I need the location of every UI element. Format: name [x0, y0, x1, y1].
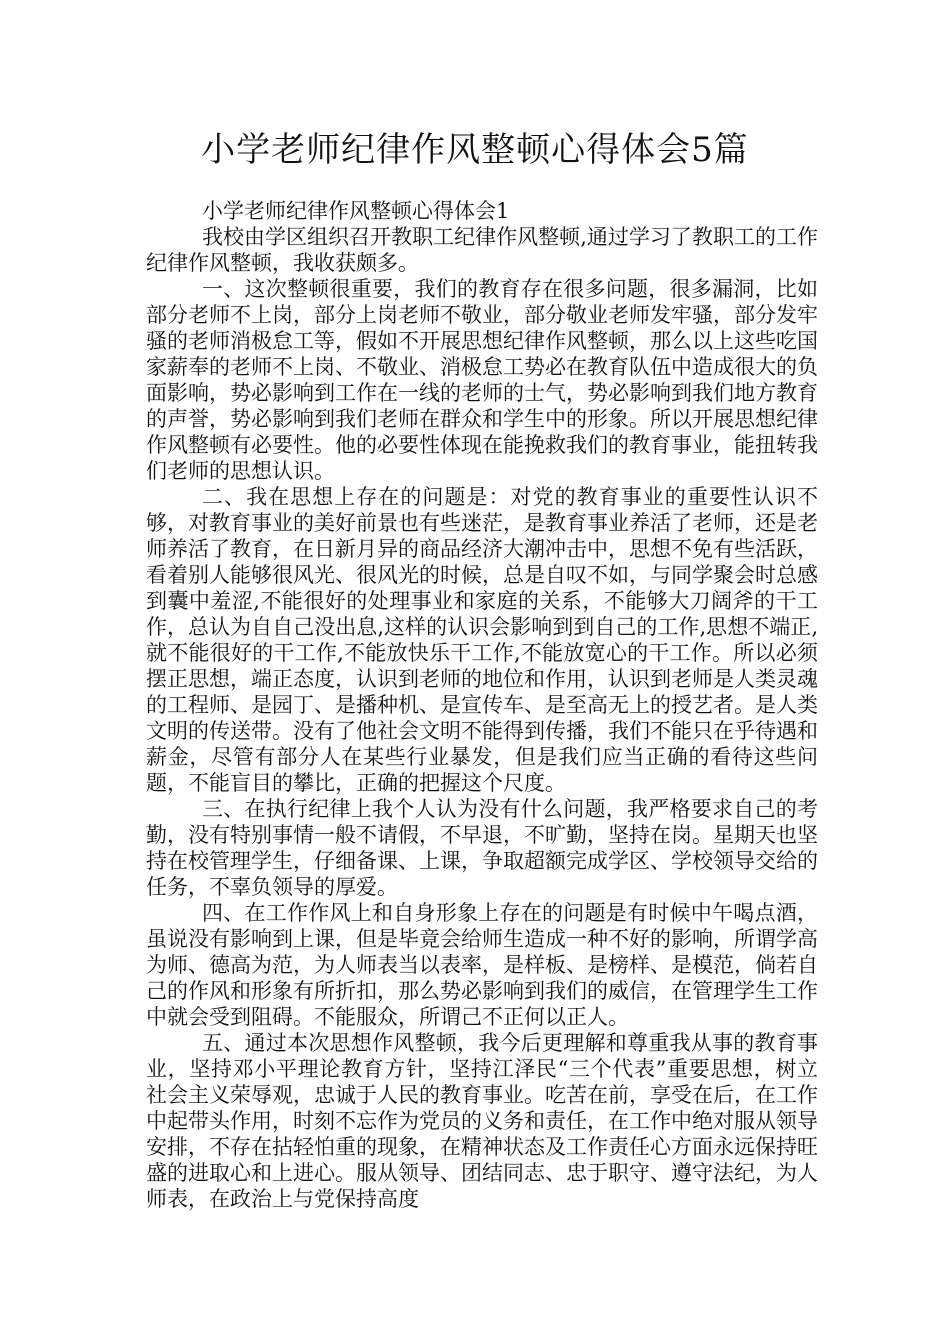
document-title: 小学老师纪律作风整顿心得体会5篇 [201, 130, 749, 170]
paragraph-point-5: 五、通过本次思想作风整顿，我今后更理解和尊重我从事的教育事业，坚持邓小平理论教育方针，坚持江泽民“三个代表”重要思想，树立社会主义荣辱观，忠诚于人民的教育事业。吃苦在前，享受在后，在工作中起带头作用，时刻不忘作为党员的义务和责任，在工作中绝对服从领导安排，不存在拈轻怕重的现象，在精神状态及工作责任心方面永远保持旺盛的进取心和上进心。服从领导、团结同志、忠于职守、遵守法纪，为人师表，在政治上与党保持高度 [146, 1031, 818, 1211]
section-heading: 小学老师纪律作风整顿心得体会1 [202, 199, 510, 223]
paragraph-intro: 我校由学区组织召开教职工纪律作风整顿,通过学习了教职工的工作纪律作风整顿，我收获颇多。 [146, 225, 818, 275]
paragraph-point-4: 四、在工作作风上和自身形象上存在的问题是有时候中午喝点酒，虽说没有影响到上课，但是毕竟会给师生造成一种不好的影响，所谓学高为师、德高为范，为人师表当以表率，是样板、是榜样、是模范，倘若自己的作风和形象有所折扣，那么势必影响到我们的威信，在管理学生工作中就会受到阻碍。不能服众，所谓己不正何以正人。 [146, 901, 818, 1029]
paragraph-point-2: 二、我在思想上存在的问题是：对党的教育事业的重要性认识不够，对教育事业的美好前景也有些迷茫，是教育事业养活了老师，还是老师养活了教育，在日新月异的商品经济大潮冲击中，思想不免有些活跃，看着别人能够很风光、很风光的时候，总是自叹不如，与同学聚会时总感到囊中羞涩,不能很好的处理事业和家庭的关系，不能够大刀阔斧的干工作，总认为自自己没出息,这样的认识会影响到到自己的工作,思想不端正,就不能很好的干工作,不能放快乐干工作,不能放宽心的干工作。所以必须摆正思想，端正态度，认识到老师的地位和作用，认识到老师是人类灵魂的工程师、是园丁、是播种机、是宣传车、是至高无上的授艺者。是人类文明的传送带。没有了他社会文明不能得到传播，我们不能只在乎待遇和薪金，尽管有部分人在某些行业暴发，但是我们应当正确的看待这些问题，不能盲目的攀比，正确的把握这个尺度。 [146, 485, 818, 795]
paragraph-point-3: 三、在执行纪律上我个人认为没有什么问题，我严格要求自己的考勤，没有特别事情一般不请假，不早退，不旷勤，坚持在岗。星期天也坚持在校管理学生，仔细备课、上课，争取超额完成学区、学校领导交给的任务，不辜负领导的厚爱。 [146, 797, 818, 899]
document-body [146, 198, 818, 1212]
paragraph-point-1: 一、这次整顿很重要，我们的教育存在很多问题，很多漏洞，比如部分老师不上岗，部分上岗老师不敬业，部分敬业老师发牢骚，部分发牢骚的老师消极怠工等，假如不开展思想纪律作风整顿，那么以上这些吃国家薪奉的老师不上岗、不敬业、消极怠工势必在教育队伍中造成很大的负面影响，势必影响到工作在一线的老师的士气，势必影响到我们地方教育的声誉，势必影响到我们老师在群众和学生中的形象。所以开展思想纪律作风整顿有必要性。他的必要性体现在能挽救我们的教育事业，能扭转我们老师的思想认识。 [146, 277, 818, 483]
